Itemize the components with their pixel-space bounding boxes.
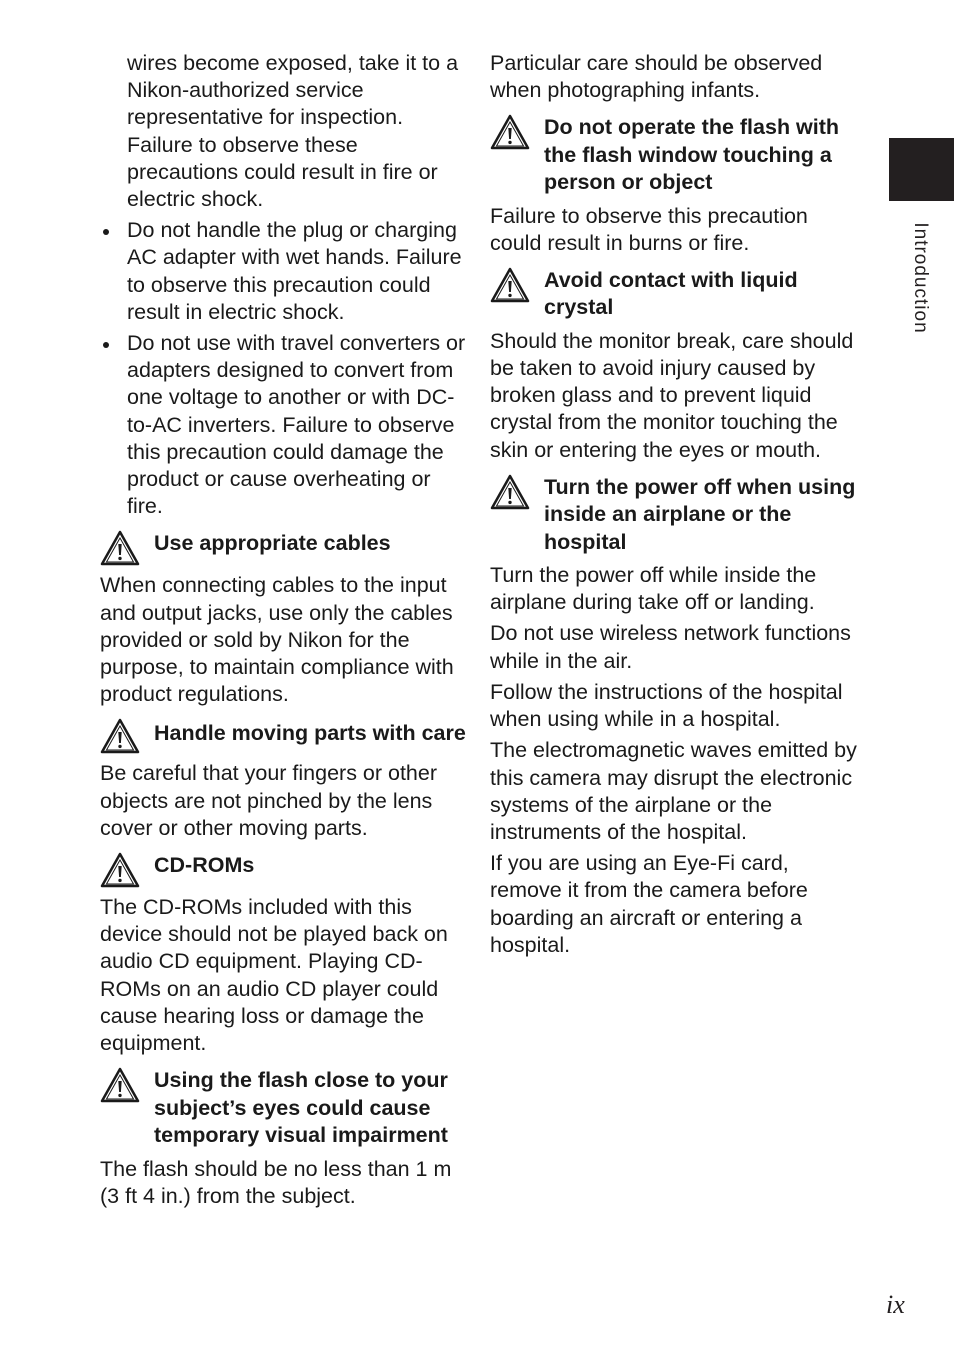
section-heading: Using the flash close to your subject’s eyes could cause temporary visual impairment	[154, 1068, 448, 1148]
chapter-label: Introduction	[910, 222, 931, 334]
warning-heading	[100, 530, 468, 566]
section-paragraph: Be careful that your fingers or other objects are not pinched by the lens cover or other moving parts.	[100, 761, 438, 840]
section-heading: Avoid contact with liquid crystal	[544, 268, 798, 320]
left-column	[100, 50, 468, 1214]
page-number: ix	[886, 1290, 905, 1319]
bullet-item: Do not use with travel converters or adapters designed to convert from one voltage to another or with DC-to-AC inverters. Failure to observe this precaution could damage the product or cause overheating or fire.	[100, 330, 468, 520]
warning-triangle-icon	[100, 530, 140, 566]
continued-paragraph: wires become exposed, take it to a Nikon-authorized service representative for inspection. Failure to observe these precautions could result in fire or electric shock.	[127, 51, 459, 212]
section-paragraph: Do not use wireless network functions while in the air.	[490, 621, 851, 673]
section-paragraph: Turn the power off while inside the airplane during take off or landing.	[490, 563, 817, 615]
section-paragraph: Follow the instructions of the hospital when using while in a hospital.	[490, 679, 843, 732]
warning-triangle-icon	[100, 852, 140, 888]
chapter-tab-marker	[889, 138, 954, 201]
section-heading: CD-ROMs	[154, 853, 255, 878]
warning-triangle-icon	[100, 1067, 140, 1103]
section-paragraph: When connecting cables to the input and output jacks, use only the cables provided or sold by Nikon for the purpose, to maintain compliance with product regulations.	[100, 573, 454, 707]
section-heading: Use appropriate cables	[154, 531, 391, 556]
section-paragraph: The flash should be no less than 1 m (3 ft 4 in.) from the subject.	[100, 1156, 452, 1208]
warning-heading	[490, 267, 860, 322]
warning-heading	[490, 474, 860, 556]
section-paragraph: The CD-ROMs included with this device should not be played back on audio CD equipment. Playing CD-ROMs on an audio CD player could cause hearing loss or damage the equipment.	[100, 895, 448, 1056]
section-paragraph: Failure to observe this precaution could result in burns or fire.	[490, 203, 808, 255]
section-heading: Turn the power off when using inside an airplane or the hospital	[544, 474, 856, 554]
warning-triangle-icon	[490, 474, 530, 510]
section-heading: Handle moving parts with care	[154, 721, 466, 746]
section-paragraph: Should the monitor break, care should be taken to avoid injury caused by broken glass and to prevent liquid crystal from the monitor touching the skin or entering the eyes or mouth.	[490, 328, 854, 462]
warning-heading	[100, 852, 468, 888]
bullet-item: Do not handle the plug or charging AC adapter with wet hands. Failure to observe this precaution could result in electric shock.	[100, 217, 468, 326]
warning-heading	[100, 718, 468, 754]
warning-triangle-icon	[100, 718, 140, 754]
warning-heading	[490, 114, 860, 196]
continued-paragraph: Particular care should be observed when photographing infants.	[490, 51, 823, 103]
warning-triangle-icon	[490, 267, 530, 303]
warning-heading	[100, 1067, 468, 1149]
warning-triangle-icon	[490, 114, 530, 150]
section-paragraph: If you are using an Eye-Fi card, remove it from the camera before boarding an aircraft or entering a hospital.	[490, 851, 808, 957]
right-column	[490, 50, 860, 963]
section-heading: Do not operate the flash with the flash window touching a person or object	[544, 115, 840, 195]
section-paragraph: The electromagnetic waves emitted by this camera may disrupt the electronic systems of the airplane or the instruments of the hospital.	[490, 738, 857, 844]
